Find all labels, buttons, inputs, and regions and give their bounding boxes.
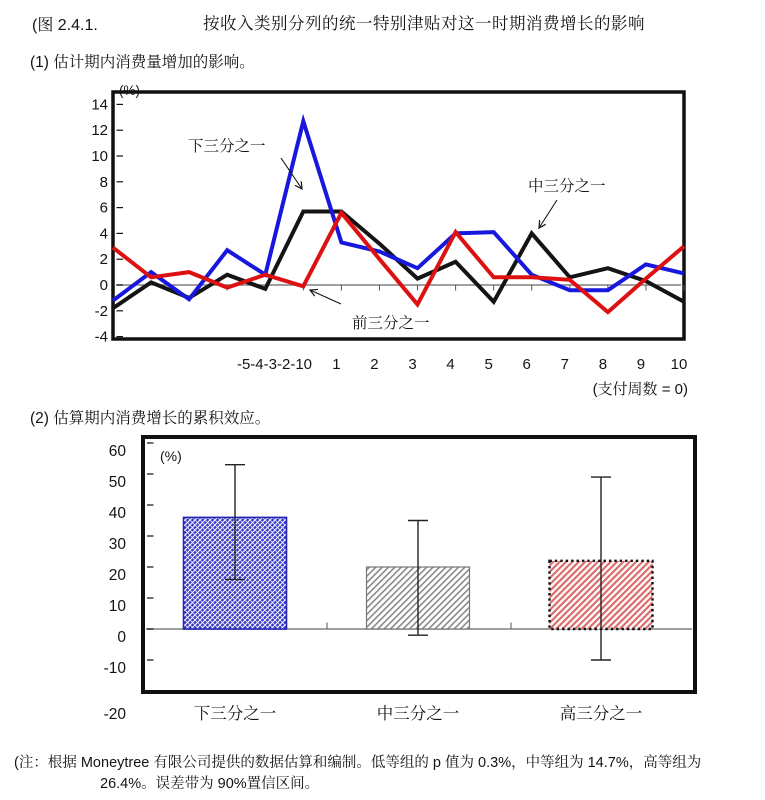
x-axis-tick-label: 6 [522,356,531,373]
x-axis-tick-label: 2 [370,356,379,373]
x-axis-tick-label: 8 [598,356,608,373]
x-axis-tick-label: 10 [670,356,688,373]
y-axis-tick-label: 0 [117,629,126,646]
series-annotation-label: 前三分之一 [352,315,430,332]
footnote-line-2: 26.4%。误差带为 90%置信区间。 [100,776,320,792]
y-axis-tick-label: -10 [103,660,126,677]
y-axis-tick-label: 0 [99,277,108,294]
y-axis-tick-label: 60 [108,443,126,460]
category-label: 高三分之一 [559,705,643,723]
y-axis-tick-label: 10 [91,148,108,165]
y-axis-tick-label: 10 [108,598,126,615]
x-axis-tick-label: 5 [484,356,493,373]
x-axis-tick-label: 1 [332,356,341,373]
series-annotation-label: 下三分之一 [188,138,266,155]
y-axis-unit-label: (%) [160,448,182,464]
section1-heading: (1) 估计期内消费量增加的影响。 [30,54,255,71]
y-axis-tick-label: 14 [91,96,108,114]
y-axis-tick-label: 40 [108,505,126,522]
category-label: 中三分之一 [376,705,460,723]
annotation-arrow [539,200,557,228]
x-axis-labels-negative: -5-4-3-2-10 [236,356,312,373]
y-axis-tick-label: -4 [94,328,108,346]
y-axis-tick-label: 2 [99,251,108,269]
x-axis-caption: (支付周数 = 0) [592,381,688,398]
figure-title: 按收入类别分列的统一特别津贴对这一时期消费增长的影响 [203,15,645,33]
series-annotation-label: 中三分之一 [528,178,606,195]
y-axis-tick-label: 50 [108,474,126,491]
y-axis-tick-label: -2 [94,302,108,320]
y-axis-unit-label: (%) [119,83,140,98]
x-axis-tick-label: 4 [446,356,455,373]
figure-number: (图 2.4.1. [32,17,98,34]
annotation-arrow [310,290,341,304]
footnote-line-1: (注：根据 Moneytree 有限公司提供的数据估算和编制。低等组的 p 值为 0.3%，中等组为 14.7%，高等组为 [14,755,702,771]
y-axis-tick-label: 4 [99,225,108,243]
y-axis-tick-label: 6 [99,199,108,217]
y-axis-tick-label: 12 [91,122,108,140]
y-axis-tick-label: 20 [108,567,126,584]
y-axis-tick-label: 8 [99,173,108,191]
y-axis-tick-label: -20 [103,706,126,723]
category-label: 下三分之一 [193,705,277,723]
x-axis-tick-label: 3 [408,356,417,373]
x-axis-tick-label: 9 [636,356,646,373]
cumulative-effect-bar-chart [0,400,765,800]
section2-heading: (2) 估算期内消费增长的累积效应。 [30,410,271,427]
y-axis-tick-label: 30 [108,536,126,553]
x-axis-tick-label: 7 [560,356,569,373]
